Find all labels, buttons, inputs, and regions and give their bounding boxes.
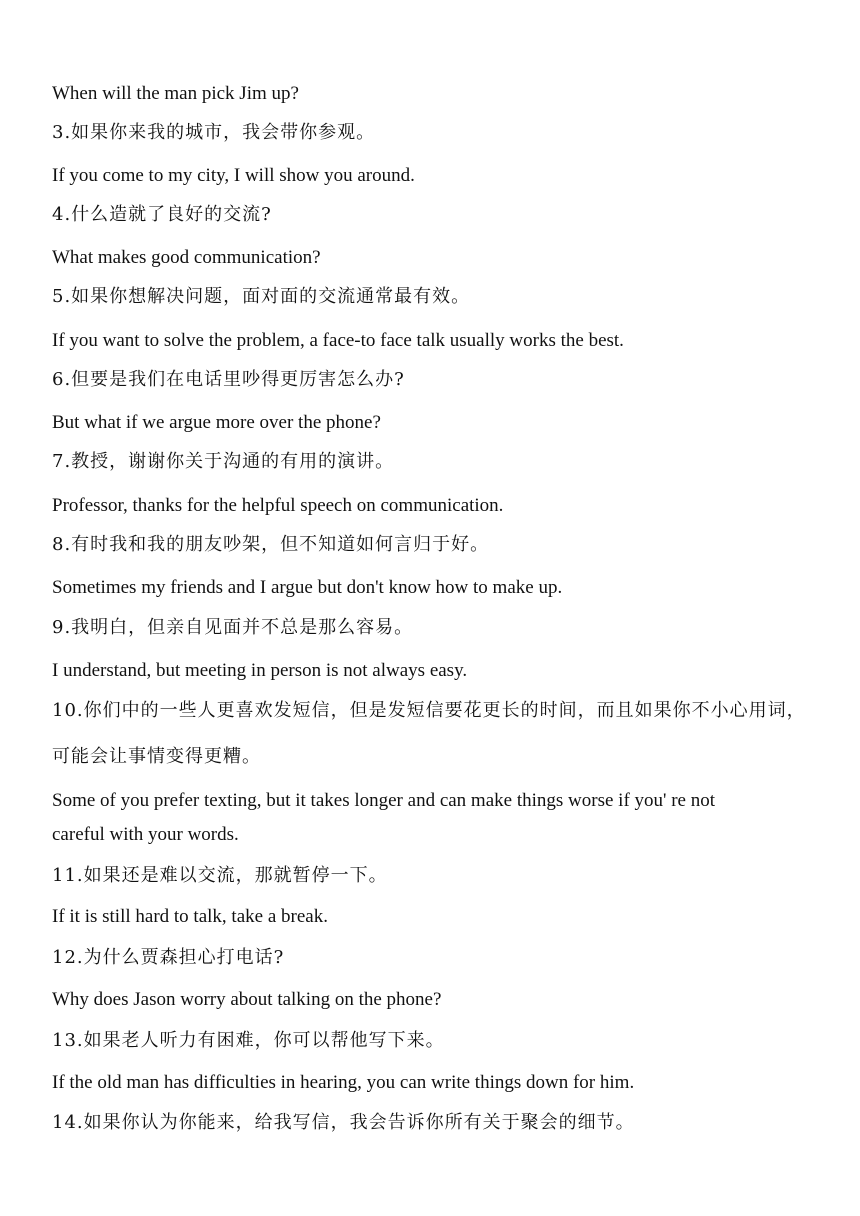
text-line: 10.你们中的一些人更喜欢发短信，但是发短信要花更长的时间，而且如果你不小心用词，可能会让事情变得更糟。 bbox=[52, 700, 806, 767]
text-line: If it is still hard to talk, take a break. bbox=[52, 906, 328, 927]
text-line: Sometimes my friends and I argue but don't know how to make up. bbox=[52, 577, 563, 598]
text-line: I understand, but meeting in person is not always easy. bbox=[52, 660, 468, 681]
text-line: If you come to my city, I will show you around. bbox=[52, 165, 415, 186]
text-line: 11.如果还是难以交流，那就暂停一下。 bbox=[52, 865, 388, 886]
text-line: 14.如果你认为你能来，给我写信，我会告诉你所有关于聚会的细节。 bbox=[52, 1112, 635, 1133]
text-line: 9.我明白，但亲自见面并不总是那么容易。 bbox=[52, 617, 414, 638]
text-line: Why does Jason worry about talking on the phone? bbox=[52, 989, 442, 1010]
text-line: 7.教授，谢谢你关于沟通的有用的演讲。 bbox=[52, 451, 395, 472]
text-line: 13.如果老人听力有困难，你可以帮他写下来。 bbox=[52, 1030, 445, 1051]
text-line: Professor, thanks for the helpful speech on communication. bbox=[52, 495, 504, 516]
text-line: What makes good communication? bbox=[52, 247, 321, 268]
text-line: When will the man pick Jim up? bbox=[52, 83, 299, 104]
text-line: 12.为什么贾森担心打电话? bbox=[52, 947, 285, 968]
text-line: If you want to solve the problem, a face-to face talk usually works the best. bbox=[52, 330, 624, 351]
text-line: But what if we argue more over the phone? bbox=[52, 412, 381, 433]
text-line: If the old man has difficulties in hearing, you can write things down for him. bbox=[52, 1072, 635, 1093]
text-line: 4.什么造就了良好的交流? bbox=[52, 204, 272, 225]
text-line: 5.如果你想解决问题，面对面的交流通常最有效。 bbox=[52, 286, 471, 307]
text-line: 6.但要是我们在电话里吵得更厉害怎么办? bbox=[52, 369, 405, 390]
text-line: 3.如果你来我的城市，我会带你参观。 bbox=[52, 122, 376, 143]
text-line: 8.有时我和我的朋友吵架，但不知道如何言归于好。 bbox=[52, 534, 490, 555]
text-line: Some of you prefer texting, but it takes longer and can make things worse if you' re not careful with your words. bbox=[52, 790, 715, 845]
